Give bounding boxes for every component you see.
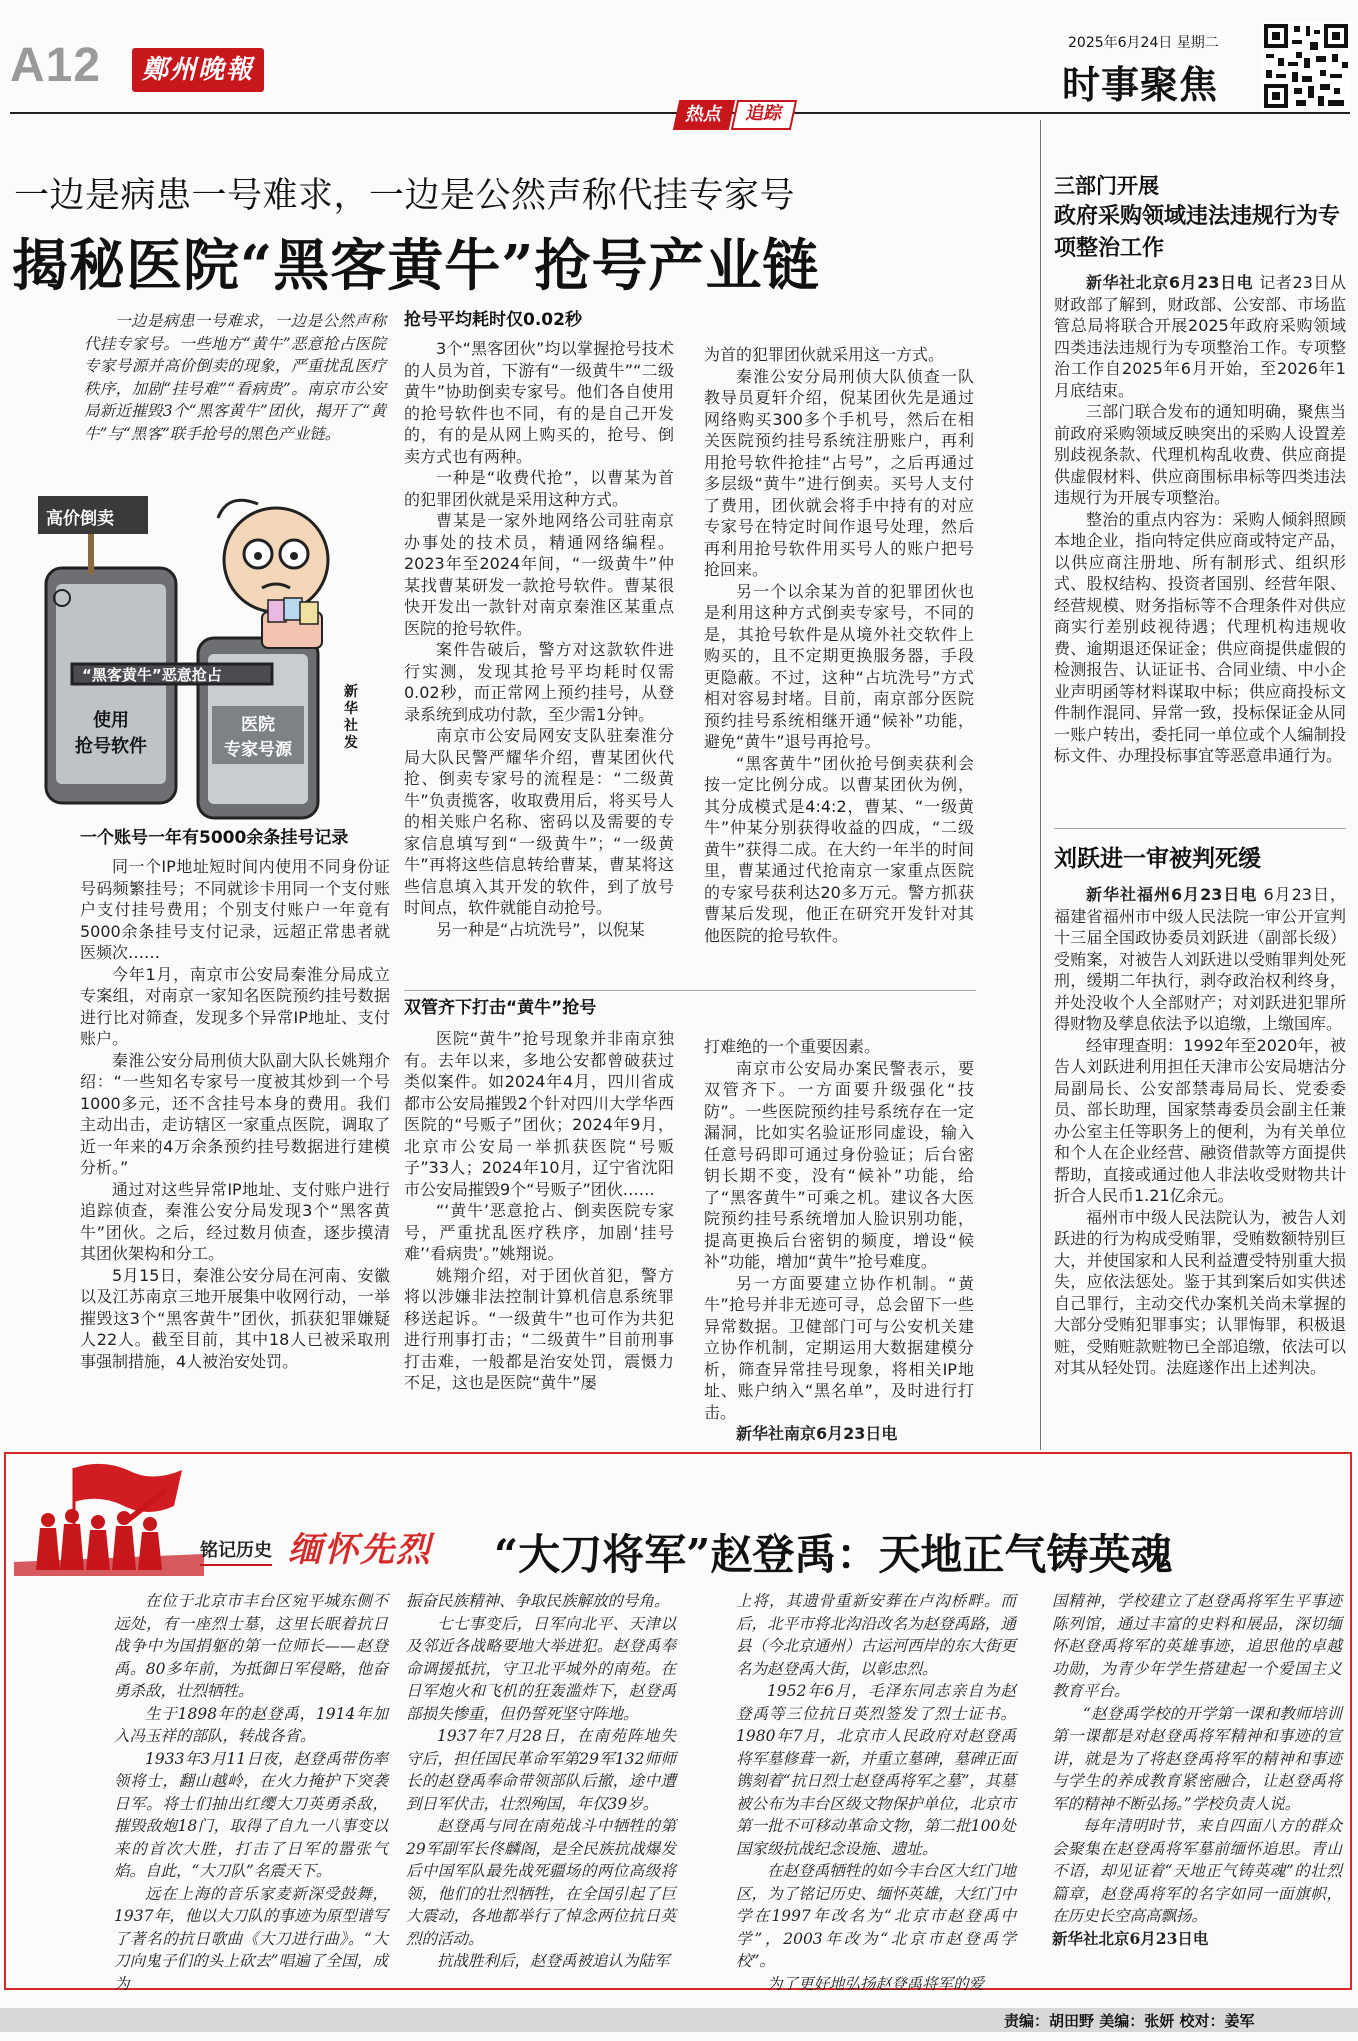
section2-para-2: 一种是“收费代抢”，以曹某为首的犯罪团伙就是采用这种方式。 [404,468,674,509]
section3b-para-3: 另一方面要建立协作机制。“黄牛”抢号并非无迹可寻，总会留下一些异常数据。卫健部门可与公安机关建立协作机制，定期运用大数据建模分析，筛查异常挂号现象，将相关IP地址、账户纳入“黑名单”，及时进行打击。 [704,1273,974,1422]
sidebar-story1-para-2: 三部门联合发布的通知明确，聚焦当前政府采购领域反映突出的采购人设置差别歧视条款、代理机构乱收费、供应商提供虚假材料、供应商围标串标等四类违法违规行为开展专项整治。 [1054,402,1346,507]
sidebar-story2-headline: 刘跃进一审被判死缓 [1054,845,1261,872]
section3b-para-1: 打难绝的一个重要因素。 [704,1037,881,1056]
memorial-c3-p2: 1952年6月，毛泽东同志亲自为赵登禹等三位抗日英烈签发了烈士证书。1980年7月，北京市人民政府对赵登禹将军墓修葺一新，并重立墓碑，墓碑正面镌刻着“抗日烈士赵登禹将军之墓”，其墓被公布为丰台区级文物保护单位，北京市第一批不可移动革命文物，第二批100处国家级抗战纪念设施、遗址。 [736,1682,1016,1858]
sidebar-story1-dateline: 新华社北京6月23日电 [1086,273,1254,292]
lead-intro: 一边是病患一号难求，一边是公然声称代挂专家号。一些地方“黄牛”恶意抢占医院专家号源并高价倒卖的现象，严重扰乱医疗秩序，加剧“挂号难”“看病贵”。南京市公安局新近摧毁3个“黑客黄牛”团伙，揭开了“黄牛”与“黑客”联手抢号的黑色产业链。 [84,312,386,443]
sidebar-story1-para-3: 整治的重点内容为：采购人倾斜照顾本地企业，指向特定供应商或特定产品，以供应商注册地、所有制形式、组织形式、股权结构、投资者国别、经营年限、经营规模、财务指标等不合理条件对供应商实行差别歧视待遇；代理机构违规收费、逾期退还保证金；供应商提供虚假的检测报告、认证证书、合同业绩、中小企业声明函等材料谋取中标；供应商投标文件制作混同、异常一致，投标保证金从同一账户转出，委托同一单位或个人编制投标文件、办理投标事宜等恶意串通行为。 [1054,509,1346,765]
tag-left: 热点 [673,100,735,130]
sidebar-story1-body [1054,272,1346,820]
section1-para-3: 秦淮公安分局刑侦大队副大队长姚翔介绍：“一些知名专家号一度被其炒到一个号1000多元，还不含挂号本身的费用。我们主动出击，走访辖区一家重点医院，调取了近一年来的4万余条预约挂号数据进行建模分析。” [80,1050,390,1177]
memorial-c2-p1: 振奋民族精神、争取民族解放的号角。 [406,1592,670,1610]
lead-kicker: 一边是病患一号难求，一边是公然声称代挂专家号 [14,176,796,216]
cartoon-art [32,488,372,828]
lead-col-3-upper [704,344,974,984]
paper-logo [132,48,264,92]
memorial-c2-p3: 1937年7月28日，在南苑阵地失守后，担任国民革命军第29军132师师长的赵登禹奉命带领部队后撤，途中遭到日军伏击，壮烈殉国，年仅39岁。 [406,1727,676,1813]
cartoon-left-phone-text: 使用 抢号软件 [75,710,147,757]
lead-col-2-upper [404,308,674,988]
sidebar-story1-kicker: 三部门开展 [1054,174,1159,198]
memorial-dateline: 新华社北京6月23日电 [1052,1928,1209,1948]
lead-col-2-lower [404,996,674,1450]
footer-credits: 责编：胡田野 美编：张妍 校对：姜军 [1004,2012,1255,2030]
section2-para-4: 案件告破后，警方对这款软件进行实测，发现其抢号平均耗时仅需0.02秒，而正常网上预约挂号，从登录系统到成功付款，至少需1分钟。 [404,640,674,724]
lead-headline: 揭秘医院“黑客黄牛”抢号产业链 [12,233,820,299]
memorial-col-3 [736,1590,1016,1993]
sidebar-story1-para-1: 记者23日从财政部了解到，财政部、公安部、市场监管总局将联合开展2025年政府采购领域四类违法违规行为专项整治工作。专项整治工作自2025年6月开始，至2026年1月底结束。 [1054,273,1346,400]
memorial-c2-p5: 抗战胜利后，赵登禹被追认为陆军 [437,1952,670,1970]
cartoon-illustration [32,488,372,828]
sidebar-story2-dateline: 新华社福州6月23日电 [1086,885,1258,904]
memorial-headline: “大刀将军”赵登禹：天地正气铸英魂 [494,1530,1173,1579]
hot-topic-tag [676,100,794,130]
section3-para-3: 姚翔介绍，对于团伙首犯，警方将以涉嫌非法控制计算机信息系统罪移送起诉。“一级黄牛”也可作为共犯进行刑事打击；“二级黄牛”目前刑事打击难，一般都是治安处罚，震慑力不足，这也是医院“黄牛”屡 [404,1265,674,1392]
memorial-col-4 [1052,1590,1342,1982]
memorial-c3-p3: 在赵登禹牺牲的如今丰台区大红门地区，为了铭记历史、缅怀英雄，大红门中学在1997年改名为“北京市赵登禹中学”，2003年改为“北京市赵登禹学校”。 [736,1862,1016,1970]
section1-para-1: 同一个IP地址短时间内使用不同身份证号码频繁挂号；不同就诊卡用同一个支付账户支付挂号费用；个别支付账户一年竟有5000余条挂号支付记录，远超正常患者就医频次…… [80,857,390,962]
sidebar-story2-body [1054,884,1346,1444]
section1-para-4: 通过对这些异常IP地址、支付账户进行追踪侦查，秦淮公安分局发现3个“黑客黄牛”团伙。之后，经过数月侦查，逐步摸清其团伙架构和分工。 [80,1179,390,1263]
section2b-para-4: “黑客黄牛”团伙抢号倒卖获利会按一定比例分成。以曹某团伙为例，其分成模式是4:4:2，曹某、“一级黄牛”仲某分别获得收益的四成，“二级黄牛”获得二成。在大约一年半的时间里，曹某通过代抢南京一家重点医院的专家号获利达20多万元。警方抓获曹某后发现，他正在研究开发针对其他医院的抢号软件。 [704,753,974,945]
sidebar-story2-para-1: 6月23日，福建省福州市中级人民法院一审公开宣判十三届全国政协委员刘跃进（副部长级）受贿案，对被告人刘跃进以受贿罪判处死刑，缓期二年执行，剥夺政治权利终身，并处没收个人全部财产；对刘跃进犯罪所得财物及孳息依法予以追缴，上缴国库。 [1054,885,1346,1033]
sidebar-story1-headline: 政府采购领域违法违规行为专项整治工作 [1054,203,1341,261]
qr-code-icon [1262,22,1350,110]
qr-code[interactable] [1262,22,1350,110]
memorial-c4-p2: “赵登禹学校的开学第一课和教师培训第一课都是对赵登禹将军精神和事迹的宣讲，就是为了将赵登禹将军的精神和事迹与学生的养成教育紧密融合，让赵登禹将军的精神不断弘扬。”学校负责人说。 [1052,1704,1342,1813]
section3b-para-2: 南京市公安局办案民警表示，要双管齐下。一方面要升级强化“技防”。一些医院预约挂号系统存在一定漏洞，比如实名验证形同虚设，输入任意号码即可通过身份验证；后台密钥长期不变，没有“候补”功能，给了“黑客黄牛”可乘之机。建议各大医院预约挂号系统增加人脸识别功能，提高更换后台密钥的频度，增设“候补”功能，增加“黄牛”抢号难度。 [704,1058,974,1271]
section-name: 时事聚焦 [1062,63,1219,107]
lead-col-3-lower [704,1036,974,1450]
lead-col-1 [80,826,390,1446]
section2b-para-3: 另一个以余某为首的犯罪团伙也是利用这种方式倒卖专家号，不同的是，其抢号软件是从境外社交软件上购买的，且不定期更换服务器，手段更隐蔽。不过，这种“占坑洗号”方式相对容易封堵。目前，南京部分医院预约挂号系统相继开通“候补”功能，避免“黄牛”退号再抢号。 [704,581,974,751]
lead-dateline: 新华社南京6月23日电 [736,1424,898,1443]
cartoon-right-phone-text: 医院 专家号源 [212,706,304,764]
tag-right: 追踪 [731,100,797,130]
sidebar-story2-para-3: 福州市中级人民法院认为，被告人刘跃进的行为构成受贿罪，受贿数额特别巨大，并使国家和人民利益遭受特别重大损失，应依法惩处。鉴于其到案后如实供述自己罪行，主动交代办案机关尚未掌握的大部分受贿犯罪事实；认罪悔罪，积极退赃，受贿赃款赃物已全部追缴，依法可以对其从轻处罚。法庭遂作出上述判决。 [1054,1207,1346,1377]
section2-title: 抢号平均耗时仅0.02秒 [404,310,582,330]
page-number: A12 [10,39,102,92]
memorial-col-1 [114,1590,388,1993]
section2-para-3: 曹某是一家外地网络公司驻南京办事处的技术员，精通网络编程。2023年至2024年间，“一级黄牛”仲某找曹某研发一款抢号软件。曹某很快开发出一款针对南京秦淮区某重点医院的抢号软件。 [404,511,674,638]
memorial-banner-art [14,1458,204,1576]
section2-para-1: 3个“黑客团伙”均以掌握抢号技术的人员为首，下游有“一级黄牛”“二级黄牛”协助倒卖专家号。他们各自使用的抢号软件也不同，有的是自己开发的，有的是从网上购买的，抢号、倒卖方式也有两种。 [404,339,674,466]
section2b-para-1: 为首的犯罪团伙就采用这一方式。 [704,345,945,364]
memorial-banner-small: 铭记历史 [200,1536,272,1566]
memorial-c1-p3: 1933年3月11日夜，赵登禹带伤率领将士，翻山越岭，在火力掩护下突袭日军。将士们抽出红缨大刀英勇杀敌，摧毁敌炮18门，取得了自九一八事变以来的首次大胜，打击了日军的嚣张气焰。自此，“大刀队”名震天下。 [114,1749,388,1880]
memorial-col-2 [406,1590,676,1982]
memorial-banner-brush: 缅怀先烈 [288,1530,432,1570]
cartoon-credit: 新华社发 [344,684,358,751]
paper-name: 鄭州晚報 [141,55,254,85]
cartoon-sign-text: 高价倒卖 [46,509,114,529]
section1-para-5: 5月15日，秦淮公安分局在河南、安徽以及江苏南京三地开展集中收网行动，一举摧毁这3个“黑客黄牛”团伙，抓获犯罪嫌疑人22人。截至目前，其中18人已被采取刑事强制措施，4人被治安处罚。 [80,1265,390,1371]
memorial-c2-p4: 赵登禹与同在南苑战斗中牺牲的第29军副军长佟麟阁，是全民族抗战爆发后中国军队最先战死疆场的两位高级将领，他们的壮烈牺牲，在全国引起了巨大震动，各地都举行了悼念两位抗日英烈的活动。 [406,1817,676,1948]
lead-section-rule [404,990,976,991]
sidebar-divider [1040,120,1041,1450]
memorial-c3-p4: 为了更好地弘扬赵登禹将军的爱 [767,1974,985,1993]
section2-para-6: 另一种是“占坑洗号”，以倪某 [436,919,645,939]
memorial-c1-p2: 生于1898年的赵登禹，1914年加入冯玉祥的部队，转战各省。 [114,1704,388,1745]
section1-para-2: 今年1月，南京市公安局秦淮分局成立专案组，对南京一家知名医院预约挂号数据进行比对筛查，发现多个异常IP地址、支付账户。 [80,964,390,1048]
memorial-c3-p1: 上将，其遗骨重新安葬在卢沟桥畔。而后，北平市将北沟沿改名为赵登禹路，通县（今北京通州）古运河西岸的东大街更名为赵登禹大街，以彰忠烈。 [736,1592,1016,1678]
memorial-c2-p2: 七七事变后，日军向北平、天津以及邻近各战略要地大举进犯。赵登禹奉命调援抵抗，守卫北平城外的南苑。在日军炮火和飞机的狂轰滥炸下，赵登禹部损失惨重，但仍誓死坚守阵地。 [406,1614,676,1723]
section3-para-2: “‘黄牛’恶意抢占、倒卖医院专家号，严重扰乱医疗秩序，加剧‘挂号难’‘看病贵’。”姚翔说。 [404,1201,674,1263]
section3-title: 双管齐下打击“黄牛”抢号 [404,998,597,1018]
section1-title: 一个账号一年有5000余条挂号记录 [80,828,349,848]
section2-para-5: 南京市公安局网安支队驻秦淮分局大队民警严耀华介绍，曹某团伙代抢、倒卖专家号的流程是：“二级黄牛”负责揽客，收取费用后，将买号人的相关账户名称、密码以及需要的专家信息填写到“一级黄牛”；“一级黄牛”再将这些信息转给曹某，曹某将这些信息填入其开发的软件，到了放号时间点，软件就能自动抢号。 [404,726,674,917]
memorial-c4-p3: 每年清明时节，来自四面八方的群众会聚集在赵登禹将军墓前缅怀追思。青山不语，却见证着“天地正气铸英魂”的壮烈篇章，赵登禹将军的名字如同一面旗帜，在历史长空高高飘扬。 [1052,1817,1342,1925]
section2b-para-2: 秦淮公安分局刑侦大队侦查一队教导员夏轩介绍，倪某团伙先是通过网络购买300多个手机号，然后在相关医院预约挂号系统注册账户，再利用抢号软件抢挂“占号”，之后再通过多层级“黄牛”进行倒卖。买号人支付了费用，团伙就会将手中持有的对应专家号在特定时间作退号处理，然后再利用抢号软件用买号人的账户把号抢回来。 [704,366,974,579]
soldiers-flag-icon [14,1458,204,1576]
cartoon-arm-text: “黑客黄牛”恶意抢占 [82,666,222,684]
sidebar-story-rule [1054,828,1346,829]
memorial-c4-p1: 国精神，学校建立了赵登禹将军生平事迹陈列馆，通过丰富的史料和展品，深切缅怀赵登禹将军的英雄事迹，追思他的卓越功勋，为青少年学生搭建起一个爱国主义教育平台。 [1052,1592,1342,1700]
memorial-c1-p1: 在位于北京市丰台区宛平城东侧不远处，有一座烈士墓，这里长眠着抗日战争中为国捐躯的第一位师长——赵登禹。80多年前，为抵御日军侵略，他奋勇杀敌，壮烈牺牲。 [114,1592,388,1700]
sidebar-story2-para-2: 经审理查明：1992年至2020年，被告人刘跃进利用担任天津市公安局塘沽分局副局长、公安部禁毒局局长、党委委员、部长助理，国家禁毒委员会副主任兼办公室主任等职务上的便利，为有关单位和个人在企业经营、融资借款等方面提供帮助，直接或通过他人非法收受财物共计折合人民币1.21亿余元。 [1054,1035,1346,1205]
section3-para-1: 医院“黄牛”抢号现象并非南京独有。去年以来，多地公安都曾破获过类似案件。如2024年4月，四川省成都市公安局摧毁2个针对四川大学华西医院的“号贩子”团伙；2024年9月，北京市公安局一举抓获医院“号贩子”33人；2024年10月，辽宁省沈阳市公安局摧毁9个“号贩子”团伙…… [404,1029,674,1199]
memorial-c1-p4: 远在上海的音乐家麦新深受鼓舞，1937年，他以大刀队的事迹为原型谱写了著名的抗日歌曲《大刀进行曲》。“大刀向鬼子们的头上砍去”唱遍了全国，成为 [114,1884,388,1993]
issue-date: 2025年6月24日 星期二 [1068,35,1219,51]
